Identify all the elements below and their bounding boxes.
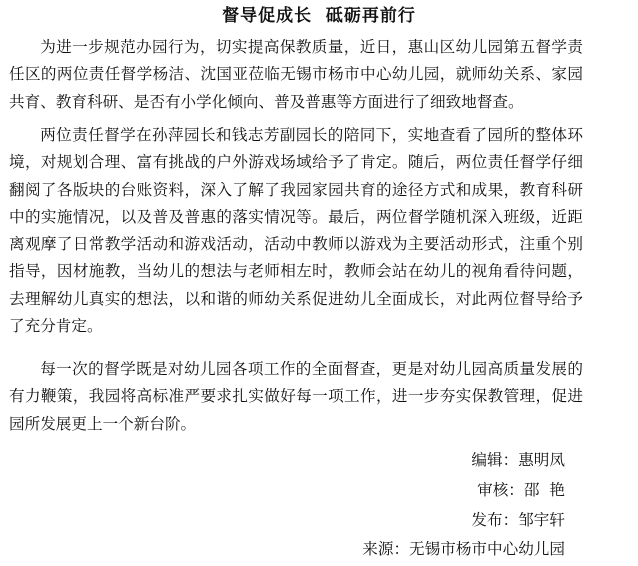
article-paragraph-3: 每一次的督学既是对幼儿园各项工作的全面督查，更是对幼儿园高质量发展的有力鞭策，我园将高标准严要求扎实做好每一项工作，进一步夯实保教管理，促进园所发展更上一个新台阶。: [9, 360, 583, 433]
article-paragraph-2: 两位责任督学在孙萍园长和钱志芳副园长的陪同下，实地查看了园所的整体环境，对规划合理、富有挑战的户外游戏场域给予了肯定。随后，两位责任督学仔细翻阅了各版块的台账资料，深入了解了我园家园共育的途径方式和成果，教育科研中的实施情况，以及普及普惠的落实情况等。最后，两位督学随机深入班级，近距离观摩了日常教学活动和游戏活动，活动中教师以游戏为主要活动形式，注重个别指导，因材施教，当幼儿的想法与老师相左时，教师会站在幼儿的视角看待问题，去理解幼儿真实的想法，以和谐的师幼关系促进幼儿全面成长，对此两位督导给予了充分肯定。: [9, 126, 583, 336]
article-paragraph-1: 为进一步规范办园行为，切实提高保教质量，近日，惠山区幼儿园第五督学责任区的两位责任督学杨洁、沈国亚莅临无锡市杨市中心幼儿园，就师幼关系、家园共育、教育科研、是否有小学化倾向、普及普惠等方面进行了细致地督查。: [9, 38, 583, 111]
credit-publisher: 发布：邹宇轩: [471, 511, 565, 529]
credit-source: 来源：无锡市杨市中心幼儿园: [362, 540, 565, 558]
article-title: 督导促成长 砥砺再前行: [222, 6, 416, 26]
credit-editor: 编辑：惠明凤: [471, 451, 565, 469]
credit-reviewer: 审核：邵 艳: [477, 481, 565, 499]
